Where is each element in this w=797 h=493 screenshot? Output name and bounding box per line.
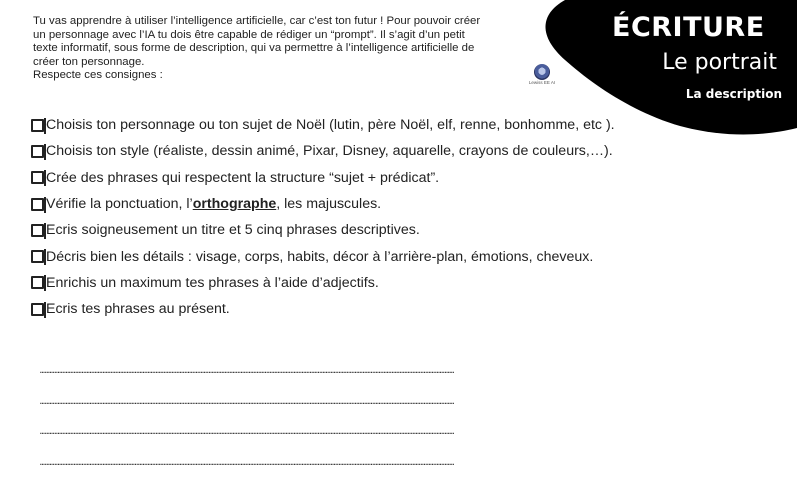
checklist-item: [31, 112, 615, 138]
checklist-item: [31, 296, 615, 322]
checkbox-icon[interactable]: [31, 224, 44, 237]
checklist-item: [31, 165, 615, 191]
intro-line: un personnage avec l’IA tu dois être capable de rédiger un “prompt”. Il s’agit d’un petit: [33, 28, 465, 41]
checkbox-icon[interactable]: [31, 145, 44, 158]
header-section: La description: [685, 87, 782, 101]
checkbox-icon[interactable]: [31, 276, 44, 289]
checkbox-icon[interactable]: [31, 119, 44, 132]
writing-area[interactable]: [40, 366, 756, 488]
checklist-item: [31, 138, 615, 164]
writing-line[interactable]: ……………………………………………………………………………………………………………………………………………………………………………………………………………………………………: [40, 457, 455, 467]
checklist: [31, 112, 615, 322]
intro-text: [33, 15, 553, 83]
checkbox-icon[interactable]: [31, 198, 44, 211]
checklist-item: [31, 270, 615, 296]
checkbox-icon[interactable]: [31, 250, 44, 263]
header-subtitle: Le portrait: [662, 50, 777, 75]
intro-line: Respecte ces consignes :: [33, 69, 163, 82]
checklist-item: [31, 243, 615, 269]
intro-line: créer ton personnage.: [33, 55, 145, 68]
checkbox-icon[interactable]: [31, 303, 44, 316]
checklist-text: Choisis ton style (réaliste, dessin animé, Pixar, Disney, aquarelle, crayons de couleurs,…).: [46, 143, 613, 160]
writing-line[interactable]: ……………………………………………………………………………………………………………………………………………………………………………………………………………………………………: [40, 427, 455, 436]
checklist-text: Décris bien les détails : visage, corps, habits, décor à l’arrière-plan, émotions, cheveux.: [46, 248, 594, 265]
checklist-text-emphasis: orthographe: [192, 196, 277, 213]
intro-line: texte informatif, sous forme de description, qui va permettre à l’intelligence artificielle de: [33, 42, 475, 55]
checklist-text-after: , les majuscules.: [276, 196, 382, 213]
checkbox-icon[interactable]: [31, 171, 44, 184]
checklist-text: Ecris tes phrases au présent.: [46, 301, 230, 318]
intro-line: Tu vas apprendre à utiliser l’intelligence artificielle, car c’est ton futur ! Pour pouvoir créer: [33, 15, 481, 27]
checklist-item: [31, 217, 615, 243]
header-title: ÉCRITURE: [612, 12, 765, 43]
checklist-text: Enrichis un maximum tes phrases à l’aide d’adjectifs.: [46, 274, 379, 291]
checklist-text: Ecris soigneusement un titre et 5 cinq phrases descriptives.: [46, 222, 420, 239]
logo: [528, 64, 556, 85]
checklist-text: Choisis ton personnage ou ton sujet de Noël (lutin, père Noël, elf, renne, bonhomme, etc ).: [46, 117, 615, 134]
writing-line[interactable]: ……………………………………………………………………………………………………………………………………………………………………………………………………………………………………: [40, 396, 455, 406]
writing-line[interactable]: ……………………………………………………………………………………………………………………………………………………………………………………………………………………………………: [40, 366, 455, 375]
logo-caption: Lewiss EE AI: [528, 80, 556, 85]
checklist-text-before: Vérifie la ponctuation, l’: [46, 196, 193, 213]
logo-badge-icon: [534, 64, 550, 80]
checklist-item: [31, 191, 615, 217]
checklist-text: Crée des phrases qui respectent la structure “sujet + prédicat”.: [46, 169, 440, 186]
